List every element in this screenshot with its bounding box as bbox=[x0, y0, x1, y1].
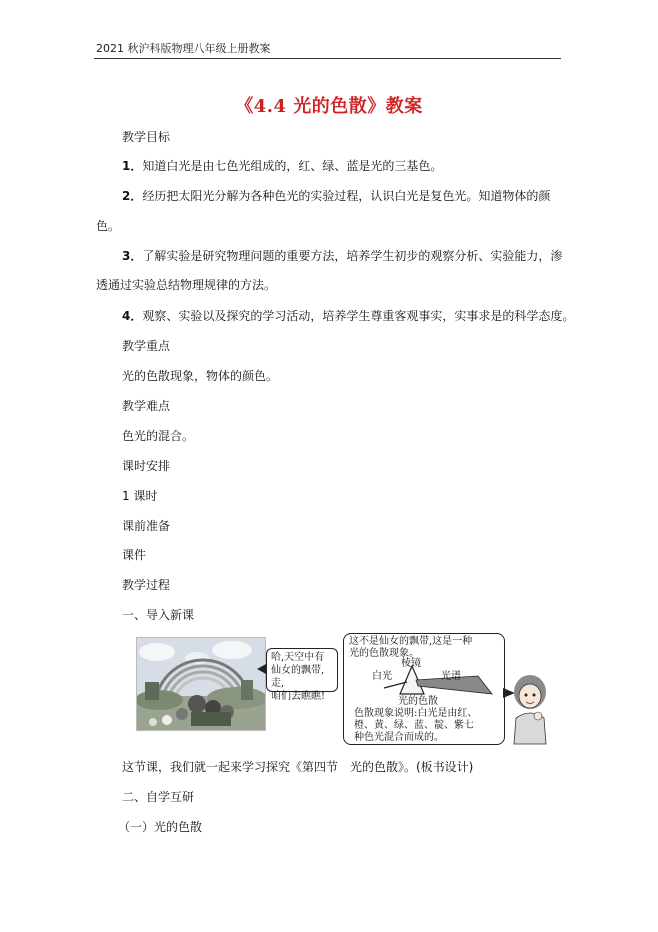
dispersion-subheading: （一）光的色散 bbox=[118, 820, 203, 834]
page-header: 2021 秋沪科版物理八年级上册教案 bbox=[96, 42, 271, 55]
speech-bubble-tail bbox=[257, 664, 266, 674]
objectives-heading: 教学目标 bbox=[122, 130, 171, 144]
difficulty-text: 色光的混合。 bbox=[122, 429, 195, 443]
objective-3-continued: 透通过实验总结物理规律的方法。 bbox=[96, 278, 277, 292]
speech-line-3: 咱们去瞧瞧! bbox=[271, 691, 326, 702]
objective-1-text: 知道白光是由七色光组成的，红、绿、蓝是光的三基色。 bbox=[142, 159, 443, 173]
explanation-line-1: 色散现象说明:白光是由红、 bbox=[354, 708, 478, 719]
key-points-heading: 教学重点 bbox=[122, 339, 171, 353]
header-divider bbox=[94, 58, 561, 59]
speech-line-1: 哈,天空中有 bbox=[271, 652, 325, 663]
box-line-1: 这不是仙女的飘带,这是一种 bbox=[349, 636, 473, 647]
process-heading: 教学过程 bbox=[122, 578, 171, 592]
difficulty-heading: 教学难点 bbox=[122, 399, 171, 413]
box-line-2: 光的色散现象。 bbox=[349, 648, 419, 659]
intro-heading: 一、导入新课 bbox=[122, 608, 195, 622]
objective-1-number: 1． bbox=[122, 159, 143, 173]
spectrum-label: 光谱 bbox=[441, 671, 461, 682]
cartoon-rainbow-scene bbox=[136, 637, 266, 731]
speech-bubble-fairy-ribbon bbox=[266, 648, 338, 702]
objective-4 bbox=[122, 309, 574, 323]
objective-2-text: 经历把太阳光分解为各种色光的实验过程，认识白光是复色光。知道物体的颜 bbox=[142, 189, 551, 203]
objective-2-number: 2． bbox=[122, 189, 143, 203]
prism-label: 棱镜 bbox=[401, 658, 421, 669]
objective-3-text: 了解实验是研究物理问题的重要方法，培养学生初步的观察分析、实验能力，渗 bbox=[142, 249, 563, 263]
key-points-text: 光的色散现象，物体的颜色。 bbox=[122, 369, 279, 383]
explanation-line-2: 橙、黄、绿、蓝、靛、紫七 bbox=[354, 720, 474, 731]
document-title: 《4.4 光的色散》教案 bbox=[235, 96, 423, 117]
objective-2 bbox=[122, 189, 550, 203]
preparation-text: 课件 bbox=[122, 548, 147, 562]
objective-4-number: 4． bbox=[122, 309, 143, 323]
objective-1 bbox=[122, 159, 442, 173]
lesson-intro-sentence: 这节课，我们就一起来学习探究《第四节 光的色散》。(板书设计) bbox=[122, 760, 474, 774]
dispersion-explanation-box bbox=[343, 633, 505, 745]
objective-4-text: 观察、实验以及探究的学习活动，培养学生尊重客观事实，实事求是的科学态度。 bbox=[142, 309, 575, 323]
objective-3 bbox=[122, 249, 562, 263]
diagram-caption: 光的色散 bbox=[398, 696, 438, 707]
self-study-heading: 二、自学互研 bbox=[122, 790, 195, 804]
rainbow-scene-image bbox=[137, 638, 265, 730]
explanation-line-3: 种色光混合而成的。 bbox=[354, 732, 444, 743]
objective-2-continued: 色。 bbox=[96, 219, 121, 233]
schedule-heading: 课时安排 bbox=[122, 459, 171, 473]
cartoon-girl-figure bbox=[508, 672, 554, 746]
preparation-heading: 课前准备 bbox=[122, 519, 171, 533]
prism-diagram bbox=[344, 660, 504, 700]
objective-3-number: 3． bbox=[122, 249, 143, 263]
white-light-label: 白光 bbox=[372, 671, 392, 682]
schedule-text: 1 课时 bbox=[122, 489, 158, 503]
speech-line-2: 仙女的飘带,走, bbox=[271, 665, 325, 689]
